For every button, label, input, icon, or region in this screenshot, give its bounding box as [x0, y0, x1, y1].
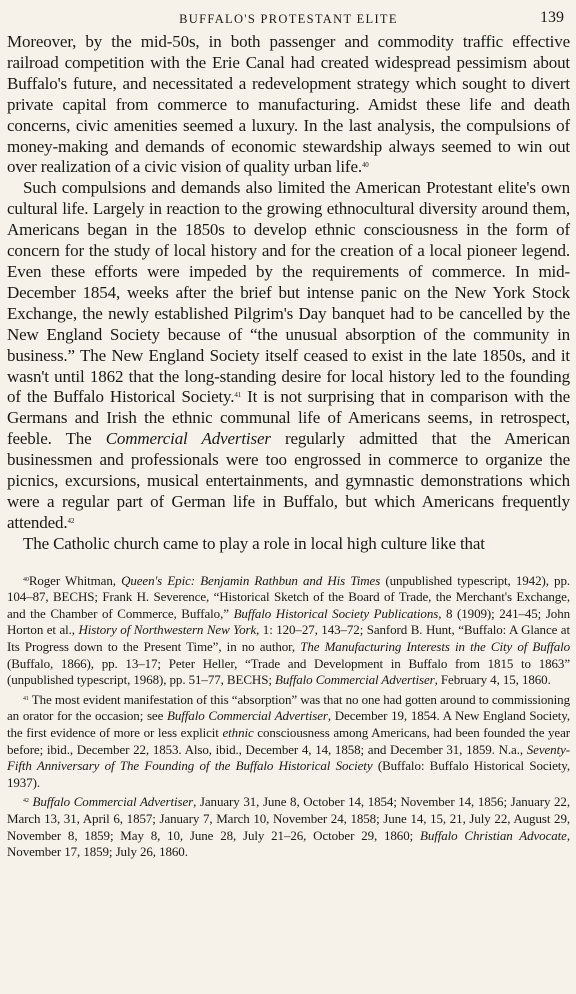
note-ref-42: 42: [67, 516, 75, 525]
note-ref-41: 41: [234, 391, 242, 400]
page-header: [7, 8, 570, 32]
footnote-italic: The Manufacturing Interests in the City of Buffalo: [300, 639, 571, 655]
footnote-italic: Buffalo Historical Society Publications: [233, 605, 439, 621]
running-head: BUFFALO'S PROTESTANT ELITE: [179, 12, 398, 26]
footnote-italic: Queen's Epic: Benjamin Rathbun and His Times: [121, 572, 381, 588]
footnote-italic: Buffalo Commercial Advertiser: [167, 708, 328, 724]
footnote-text: , November 17, 1859; July 26, 1860.: [7, 827, 570, 860]
paragraph-1: [7, 32, 570, 178]
page-number: 139: [540, 9, 564, 26]
footnote-italic: History of Northwestern New York: [78, 622, 257, 638]
footnote-italic: ethnic: [222, 725, 254, 740]
footnote-42: [7, 794, 570, 860]
footnote-text: , January 31, June 8, October 14, 1854; November 14, 1856; January 22, March 13, 31, April 6, 1857; January 7, March 10, November 24, 1858; June 14, 15, 21, July 22, August 29, November 8, 1859; May 8, 10, June 28, July 21–26, October 29, 1860;: [7, 794, 570, 843]
footnote-italic: Buffalo Commercial Advertiser: [275, 672, 435, 688]
footnote-italic: Buffalo Christian Advocate: [419, 827, 567, 843]
footnote-text: The most evident manifestation of this “absorption” was that no one had gotten around to commissioning an orator for the occasion; see: [7, 691, 570, 724]
footnote-text: , 8 (1909); 241–45; John Horton et al.,: [7, 605, 571, 638]
footnotes: [7, 573, 570, 861]
note-ref-40: 40: [361, 161, 369, 170]
footnote-text: , 1: 120–27, 143–72; Sanford B. Hunt, “Buffalo: A Glance at Its Progress down to the Present Time”, in no author,: [7, 622, 570, 655]
footnote-41-number: 41: [23, 695, 29, 702]
footnote-text: consciousness among Americans, had been founded the year before; ibid., December 22, 1853. Also, ibid., December 4, 14, 1858; and December 31, 1859. N.a.,: [7, 725, 570, 757]
paragraph-2-text-a: Such compulsions and demands also limited the American Protestant elite's own cultural life. Largely in reaction to the growing ethnocultural diversity around them, Americans began in the 1850s to develop ethnic consciousness in the form of concern for the study of local history and for the creation of a local pioneer legend. Even these efforts were impeded by the requirements of commerce. In mid-December 1854, weeks after the brief but intense panic on the New York Stock Exchange, the newly established Pilgrim's Day banquet had to be cancelled by the New England Society because of “the unusual absorption of the community in business.” The New England Society itself ceased to exist in the late 1850s, and it wasn't until 1862 that the long-standing desire for local history led to the founding of the Buffalo Historical Society.: [7, 178, 570, 407]
footnote-text: , December 19, 1854. A New England Society, the first evidence of more or less explicit: [7, 708, 570, 740]
paragraph-2-italic-title: Commercial Advertiser: [105, 429, 271, 449]
paragraph-2: [7, 178, 570, 533]
footnote-42-number: 42: [23, 798, 29, 805]
footnote-text: (unpublished typescript, 1942), pp. 104–87, BECHS; Frank H. Severence, “Historical Sketch of the Board of Trade, the Merchant's Exchange, and the Chamber of Commerce, Buffalo,”: [7, 572, 570, 621]
paragraph-2-text-b: It is not surprising that in comparison with the Germans and Irish the ethnic communal life of Americans seems, in retrospect, feeble. The: [7, 387, 570, 449]
paragraph-2-text-c: regularly admitted that the American businessmen and professionals were too engrossed in commerce to organize the picnics, excursions, musical entertainments, and gymnastic demonstrations which were a regular part of German life in Buffalo, but which Americans frequently attended.: [7, 429, 571, 532]
footnote-text: Roger Whitman,: [28, 572, 122, 588]
footnote-41: [7, 692, 570, 792]
footnote-40: [7, 573, 570, 689]
footnote-40-number: 40: [23, 576, 29, 583]
footnote-italic: Seventy-Fifth Anniversary of The Founding of the Buffalo Historical Society: [7, 741, 570, 774]
footnote-text: , February 4, 15, 1860.: [434, 672, 551, 688]
footnote-italic: Buffalo Commercial Advertiser: [32, 794, 194, 810]
paragraph-3: [7, 534, 570, 555]
paragraph-1-text: Moreover, by the mid-50s, in both passenger and commodity traffic effective railroad competition with the Erie Canal had created widespread pessimism about Buffalo's future, and necessitated a redevelopment strategy which sought to divert private capital from commerce to manufacturing. Amidst these life and death concerns, civic amenities seemed a luxury. In the last analysis, the compulsions of money-making and demands of economic stewardship always seemed to win out over realization of a civic vision of quality urban life.: [7, 32, 570, 177]
footnote-text: (Buffalo, 1866), pp. 13–17; Peter Heller, “Trade and Development in Buffalo from 1815 to 1863” (unpublished typescript, 1968), pp. 51–77, BECHS;: [7, 655, 570, 688]
main-text: [7, 32, 570, 555]
paragraph-3-text: The Catholic church came to play a role in local high culture like that: [23, 533, 485, 553]
footnote-text: (Buffalo: Buffalo Historical Society, 1937).: [7, 758, 570, 790]
